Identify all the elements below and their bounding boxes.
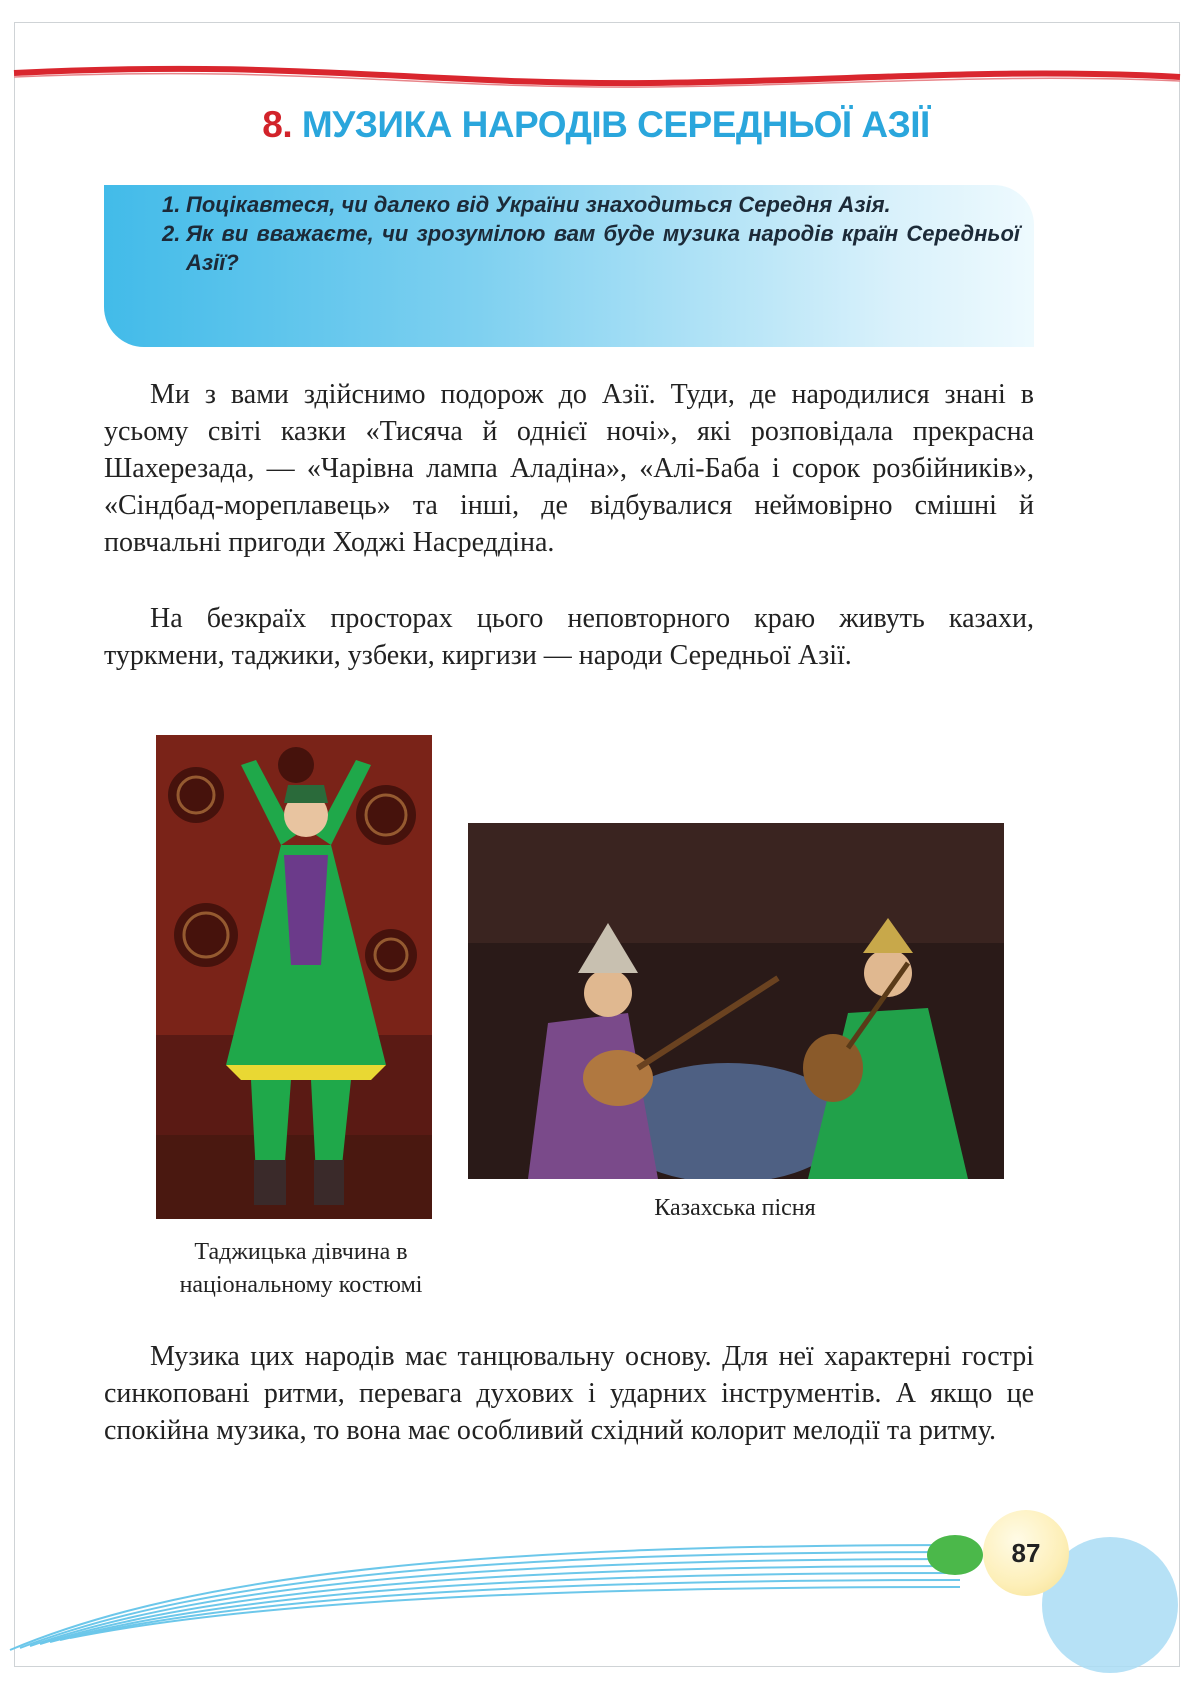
kazakh-song-photo [468, 823, 1004, 1179]
page-number: 87 [983, 1510, 1069, 1596]
question-list [150, 190, 1020, 277]
question-item [150, 219, 1020, 277]
paragraph-music-features: Музика цих народів має танцювальну основу. Для неї характерні гострі синкоповані ритми, перевага духових і ударних інструментів. А якщо це спокійна музика, то вона має особливий східний колорит мелодії та ритму. [104, 1341, 1034, 1446]
top-red-wave [0, 55, 1192, 95]
question-item [150, 190, 1020, 219]
question-number: 1. [162, 192, 181, 217]
question-number: 2. [162, 221, 181, 246]
question-text: Поцікавтеся, чи далеко від України знаходиться Середня Азія. [186, 192, 891, 217]
tajik-girl-photo [156, 735, 432, 1219]
page-title [0, 104, 1192, 146]
caption-kazakh-song: Казахська пісня [654, 1195, 816, 1221]
caption-tajik-girl: Таджицька дівчина в національному костюмі [179, 1239, 423, 1298]
question-text: Як ви вважаєте, чи зрозумілою вам буде музика народів країн Середньої Азії? [186, 221, 1020, 275]
paragraph-intro: Ми з вами здійснимо подорож до Азії. Туди, де народилися знані в усьому світі казки «Тисяча й однієї ночі», які розповідала прекрасна Шахерезада, — «Чарівна лампа Аладіна», «Алі-Баба і сорок розбійників», «Сіндбад-мореплавець» та інші, де відбувалися неймовірно смішні й повчальні пригоди Ходжі Насреддіна. [104, 379, 1034, 558]
paragraph-peoples: На безкраїх просторах цього неповторного краю живуть казахи, туркмени, таджики, узбеки, киргизи — народи Середньої Азії. [104, 603, 1034, 671]
title-text: МУЗИКА НАРОДІВ СЕРЕДНЬОЇ АЗІЇ [301, 104, 930, 145]
title-number: 8. [262, 104, 293, 145]
